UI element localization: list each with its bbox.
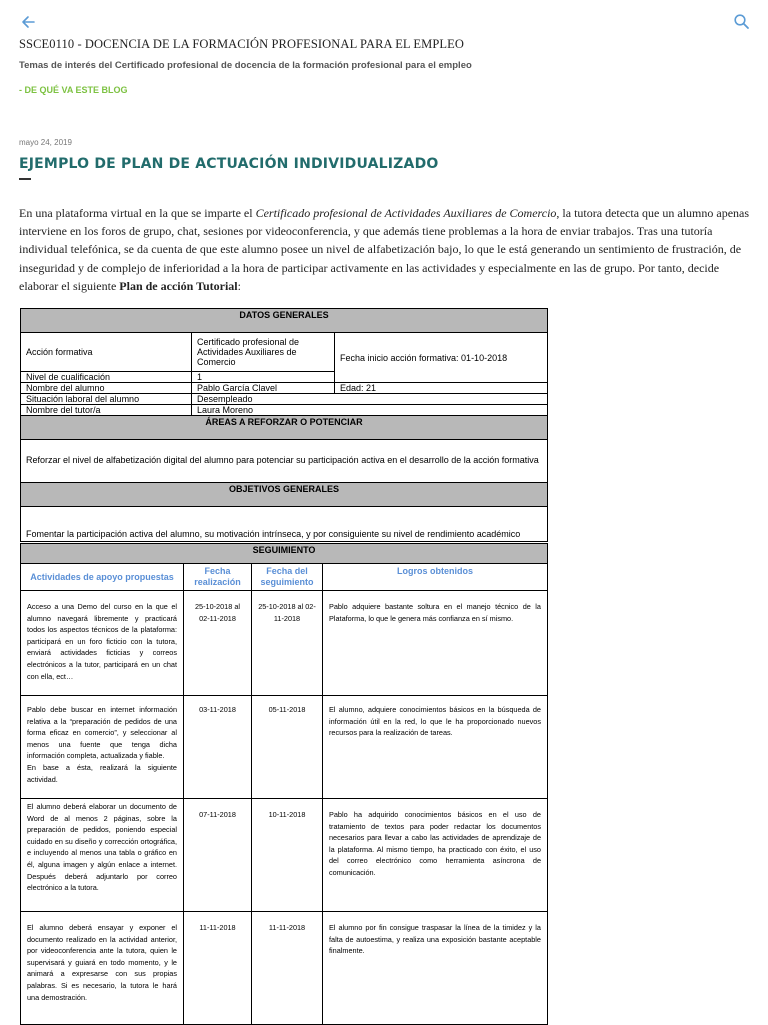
title-divider [19, 178, 31, 180]
row-fecha-seguimiento: 25-10-2018 al 02-11-2018 [252, 591, 323, 696]
col-header-logros: Logros obtenidos [323, 564, 548, 591]
col-header-fecha-seguimiento: Fecha del seguimiento [252, 564, 323, 591]
areas-reforzar-header: ÁREAS A REFORZAR O POTENCIAR [21, 416, 548, 440]
situacion-laboral-value: Desempleado [192, 394, 548, 405]
post-date: mayo 24, 2019 [19, 138, 72, 147]
row-actividad-text: Pablo debe buscar en internet información relativa a la “preparación de pedidos de una forma eficaz en comercio”, y seleccionar al menos una fuente que tenga dicha información completa, actualizada y fiable. [27, 705, 177, 761]
blog-title[interactable]: SSCE0110 - DOCENCIA DE LA FORMACIÓN PROFESIONAL PARA EL EMPLEO [19, 37, 465, 51]
nivel-cualificacion-value: 1 [192, 372, 335, 383]
nombre-alumno-label: Nombre del alumno [21, 383, 192, 394]
nombre-tutor-label: Nombre del tutor/a [21, 405, 192, 416]
row-fecha-realizacion: 07-11-2018 [184, 799, 252, 912]
row-logros: Pablo adquiere bastante soltura en el manejo técnico de la Plataforma, lo que le genera más confianza en sí mismo. [323, 591, 548, 696]
search-icon[interactable] [732, 12, 752, 32]
row-logros: El alumno, adquiere conocimientos básicos en la búsqueda de información útil en la red, lo que le ha proporcionado nuevos recursos para la realización de tareas. [323, 696, 548, 799]
datos-generales-header: DATOS GENERALES [21, 309, 548, 333]
situacion-laboral-label: Situación laboral del alumno [21, 394, 192, 405]
row-fecha-seguimiento: 05-11-2018 [252, 696, 323, 799]
nombre-tutor-value: Laura Moreno [192, 405, 548, 416]
table-row [21, 696, 548, 799]
edad-value: Edad: 21 [335, 383, 548, 394]
intro-text-bold: Plan de acción Tutorial [119, 278, 238, 293]
row-actividad: El alumno deberá ensayar y exponer el documento realizado en la actividad anterior, por videoconferencia ante la tutora, quien le supervisará y guiará en todo momento, y le animará a expresarse con sus propias palabras. Si es necesario, la tutora le hará una demostración. [21, 912, 184, 1025]
intro-text-end: : [237, 278, 241, 293]
top-bar [0, 0, 768, 40]
nav-link-about-blog[interactable]: - DE QUÉ VA ESTE BLOG [19, 85, 128, 95]
row-fecha-seguimiento: 11-11-2018 [252, 912, 323, 1025]
blog-description: Temas de interés del Certificado profesional de docencia de la formación profesional para el empleo [19, 60, 472, 71]
row-actividad-text-2: En base a ésta, realizará la siguiente actividad. [27, 762, 177, 784]
table-row [21, 591, 548, 696]
areas-reforzar-text: Reforzar el nivel de alfabetización digital del alumno para potenciar su participación activa en el desarrollo de la acción formativa [21, 440, 548, 483]
post-title: EJEMPLO DE PLAN DE ACTUACIÓN INDIVIDUALIZADO [19, 156, 439, 172]
intro-text-italic: Certificado profesional de Actividades Auxiliares de Comercio [255, 206, 557, 220]
row-actividad [21, 696, 184, 799]
row-fecha-realizacion: 11-11-2018 [184, 912, 252, 1025]
intro-text-2: , la tutora detecta que un alumno apenas interviene en los foros de grupo, chat, sesiones por videoconferencia, y que además tiene problemas a la hora de enviar trabajos. Tras una tutoría individual telefónica, se da cuenta de que este alumno posee un nivel de alfabetización bajo, lo que le está generando un sentimiento de frustración, de inseguridad y de complejo de inferioridad a la hora de participar activamente en las actividades y especialmente en las de grupo. Por tanto, decide elaborar el siguiente [19, 206, 750, 293]
nivel-cualificacion-label: Nivel de cualificación [21, 372, 192, 383]
post-intro-paragraph [19, 204, 749, 295]
row-actividad: Acceso a una Demo del curso en la que el alumno navegará libremente y practicará todos los aspectos técnicos de la plataforma: participará en un foro ficticio con la tutora, enviará actividades ficticias y correos electrónicos a la tutor, participará en un chat con ella, ect… [21, 591, 184, 696]
col-header-fecha-realizacion: Fecha realización [184, 564, 252, 591]
accion-formativa-label: Acción formativa [21, 333, 192, 372]
fecha-inicio: Fecha inicio acción formativa: 01-10-2018 [335, 333, 548, 383]
accion-formativa-value: Certificado profesional de Actividades Auxiliares de Comercio [192, 333, 335, 372]
intro-text-1: En una plataforma virtual en la que se imparte el [19, 206, 256, 220]
row-fecha-seguimiento: 10-11-2018 [252, 799, 323, 912]
datos-generales-table [20, 308, 548, 542]
table-row [21, 799, 548, 912]
row-logros: Pablo ha adquirido conocimientos básicos en el uso de tratamiento de textos para poder redactar los documentos necesarios para llevar a cabo las actividades de aprendizaje de la plataforma. Al mismo tiempo, ha practicado con éxito, el uso del correo electrónico como herramienta asíncrona de comunicación. [323, 799, 548, 912]
table-row [21, 912, 548, 1025]
row-fecha-realizacion: 03-11-2018 [184, 696, 252, 799]
row-fecha-realizacion: 25-10-2018 al 02-11-2018 [184, 591, 252, 696]
seguimiento-header: SEGUIMIENTO [21, 544, 548, 564]
row-actividad: El alumno deberá elaborar un documento de Word de al menos 2 páginas, sobre la preparación de pedidos, poniendo especial cuidado en su diseño y corrección ortográfica, e incluyendo al menos una tabla o gráfico en él, alguna imagen y algún enlace a internet. Después deberá adjuntarlo por correo electrónico a la tutora. [21, 799, 184, 912]
seguimiento-table [20, 543, 548, 1025]
nombre-alumno-value: Pablo García Clavel [192, 383, 335, 394]
objetivos-generales-text: Fomentar la participación activa del alumno, su motivación intrínseca, y por consiguiente su nivel de rendimiento académico [21, 507, 548, 542]
col-header-actividades: Actividades de apoyo propuestas [21, 564, 184, 591]
arrow-left-icon[interactable] [18, 12, 38, 32]
objetivos-generales-header: OBJETIVOS GENERALES [21, 483, 548, 507]
row-logros: El alumno por fin consigue traspasar la línea de la timidez y la falta de autoestima, y realiza una exposición bastante aceptable finalmente. [323, 912, 548, 1025]
